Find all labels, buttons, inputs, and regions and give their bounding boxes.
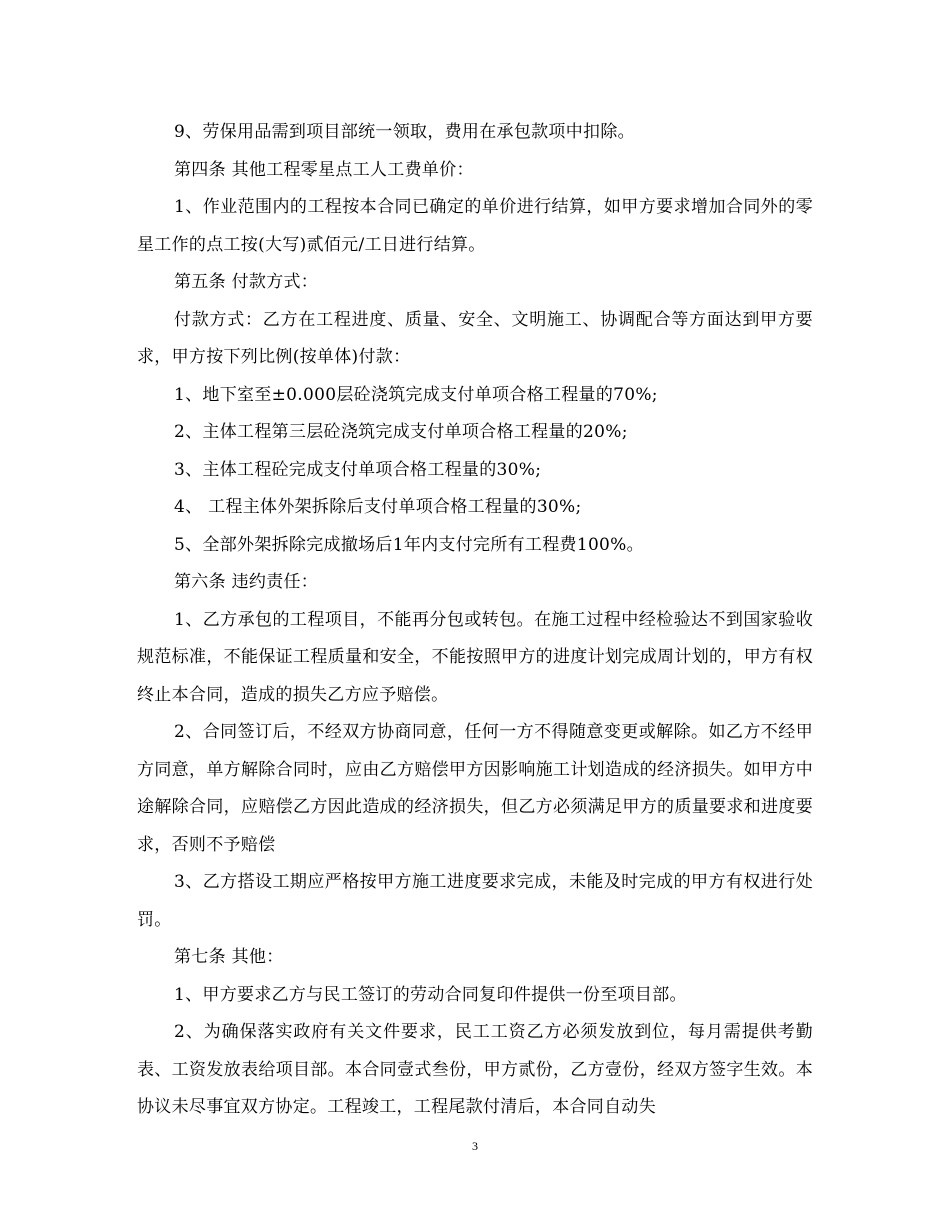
paragraph-payment-item-1: 1、地下室至±0.000层砼浇筑完成支付单项合格工程量的70%; [174,384,658,405]
paragraph-article-4-item-1: 1、作业范围内的工程按本合同已确定的单价进行结算，如甲方要求增加合同外的零星工作的点工按(大写)贰佰元/工日进行结算。 [137,197,813,255]
paragraph-payment-method: 付款方式：乙方在工程进度、质量、安全、文明施工、协调配合等方面达到甲方要求，甲方按下列比例(按单体)付款： [137,309,813,367]
paragraph-payment-item-4: 4、 工程主体外架拆除后支付单项合格工程量的30%; [174,497,582,517]
heading-article-4: 第四条 其他工程零星点工人工费单价： [174,159,474,180]
page-number: 3 [472,1139,478,1153]
paragraph-other-item-1: 1、甲方要求乙方与民工签订的劳动合同复印件提供一份至项目部。 [174,984,687,1005]
paragraph-breach-item-1: 1、乙方承包的工程项目，不能再分包或转包。在施工过程中经检验达不到国家验收规范标准，不能保证工程质量和安全，不能按照甲方的进度计划完成周计划的，甲方有权终止本合同，造成的损失乙方应予赔偿。 [137,609,813,705]
paragraph-breach-item-3: 3、乙方搭设工期应严格按甲方施工进度要求完成，未能及时完成的甲方有权进行处罚。 [137,872,813,930]
paragraph-other-item-2: 2、为确保落实政府有关文件要求，民工工资乙方必须发放到位，每月需提供考勤表、工资发放表给项目部。本合同壹式叁份，甲方贰份，乙方壹份，经双方签字生效。本协议未尽事宜双方协定。工程竣工，工程尾款付清后，本合同自动失 [137,1022,813,1117]
heading-article-5: 第五条 付款方式： [174,272,319,292]
paragraph-breach-item-2: 2、合同签订后，不经双方协商同意，任何一方不得随意变更或解除。如乙方不经甲方同意，单方解除合同时，应由乙方赔偿甲方因影响施工计划造成的经济损失。如甲方中途解除合同，应赔偿乙方因此造成的经济损失，但乙方必须满足甲方的质量要求和进度要求，否则不予赔偿 [137,722,813,855]
paragraph-payment-item-2: 2、主体工程第三层砼浇筑完成支付单项合格工程量的20%; [174,422,628,442]
heading-article-6: 第六条 违约责任： [174,572,319,592]
paragraph-payment-item-5: 5、全部外架拆除完成撤场后1年内支付完所有工程费100%。 [174,534,644,555]
paragraph-payment-item-3: 3、主体工程砼完成支付单项合格工程量的30%; [174,459,542,480]
document-body [137,114,813,1127]
paragraph-clause-9: 9、劳保用品需到项目部统一领取，费用在承包款项中扣除。 [174,122,635,142]
heading-article-7: 第七条 其他： [174,947,284,967]
